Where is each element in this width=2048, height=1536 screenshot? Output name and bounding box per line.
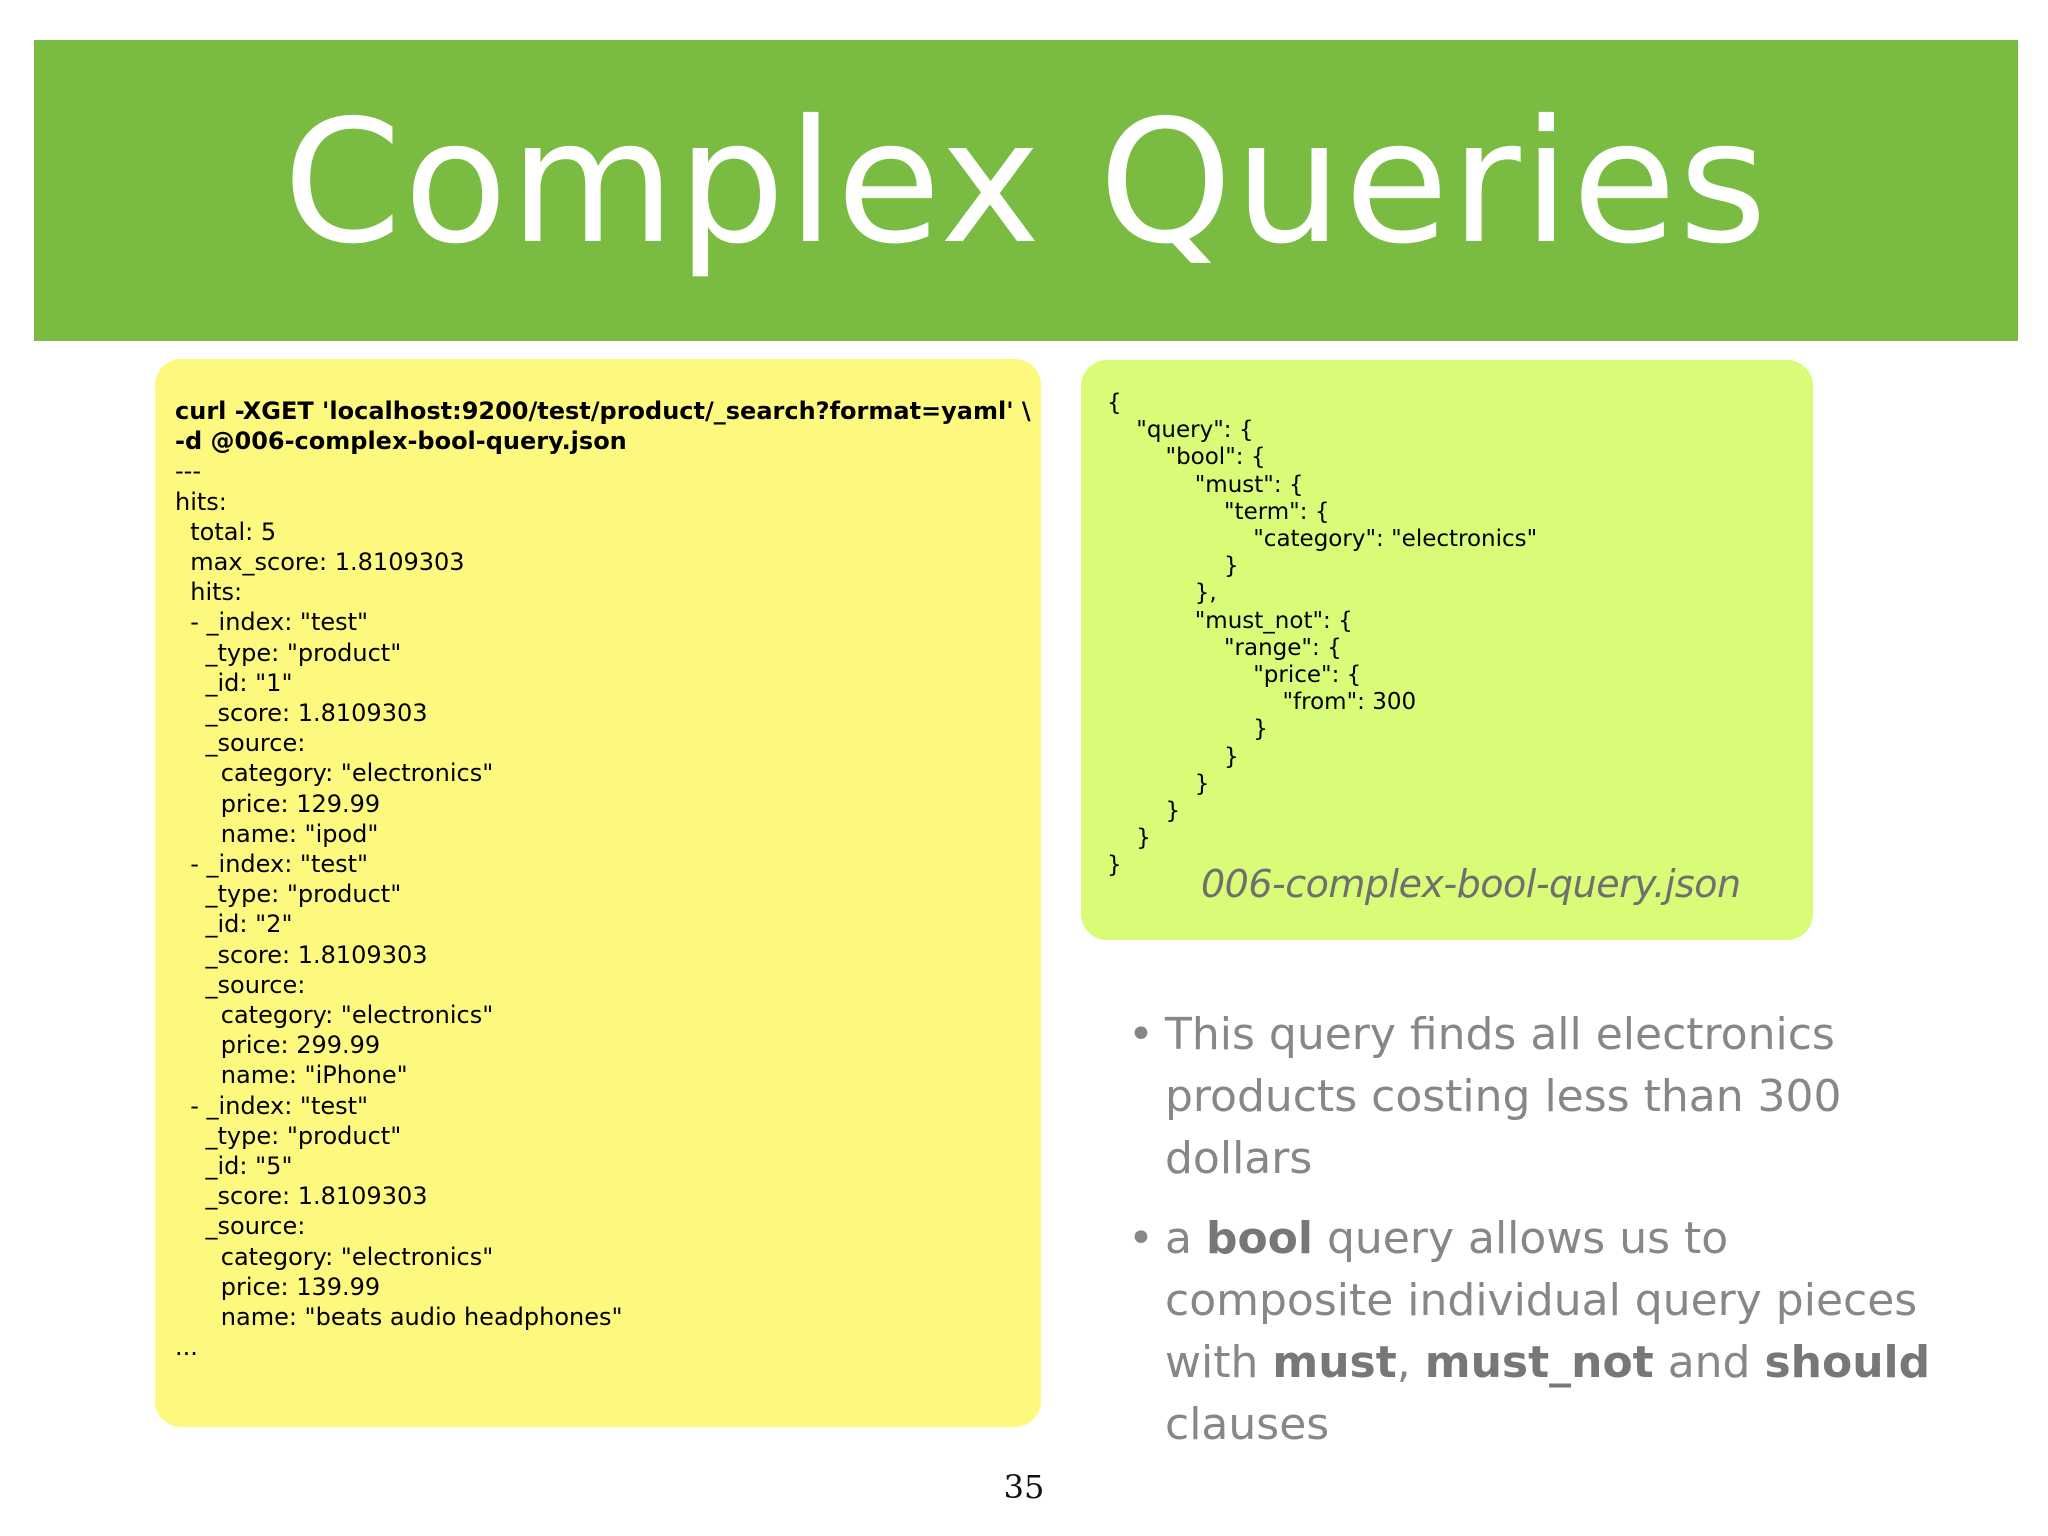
yaml-output: --- hits: total: 5 max_score: 1.8109303 hits: - _index: "test" _type: "product" _id: "1" _score: 1.8109303 _source: category: "electronics" price: 129.99 name: "ipod" - _index: "test" _type: "product" _id: "2" _score: 1.8109303 _source: category: "electronics" price: 299.99 name: "iPhone" - _index: "test" _type: "product" _id: "5" _score: 1.8109303 _source: category: "electronics" price: 139.99 name: "beats audio headphones" ... xyxy=(175,457,623,1362)
bullet-text-segment: clauses xyxy=(1165,1399,1330,1450)
keyword-must: must xyxy=(1272,1337,1397,1388)
bullet-text-segment: and xyxy=(1653,1337,1765,1388)
yaml-output-panel xyxy=(155,359,1041,1427)
json-filename-caption: 006-complex-bool-query.json xyxy=(1201,862,1741,906)
keyword-should: should xyxy=(1764,1337,1931,1388)
page-number: 35 xyxy=(1003,1468,1045,1506)
bullet-dot: • xyxy=(1128,1009,1154,1060)
curl-command: curl -XGET 'localhost:9200/test/product/_search?format=yaml' \ -d @006-complex-bool-query.json xyxy=(175,397,1031,456)
title-band xyxy=(34,40,2018,341)
bullet-text-segment: , xyxy=(1396,1337,1425,1388)
slide-title: Complex Queries xyxy=(282,83,1770,282)
keyword-must-not: must_not xyxy=(1424,1337,1654,1388)
bullet-text-segment: a xyxy=(1165,1213,1206,1264)
json-code-block: { "query": { "bool": { "must": { "term": { "category": "electronics" } }, "must_not": { "range": { "price": { "from": 300 } } } } } } xyxy=(1107,390,1538,879)
bullet-text: This query finds all electronics products costing less than 300 dollars xyxy=(1165,1009,1842,1184)
keyword-bool: bool xyxy=(1205,1213,1313,1264)
json-query-panel xyxy=(1081,360,1813,940)
bullet-dot: • xyxy=(1128,1213,1154,1264)
yaml-code-block xyxy=(175,396,1031,1363)
bullet-item xyxy=(1128,1004,1948,1190)
bullet-item xyxy=(1128,1208,1948,1456)
bullet-list xyxy=(1128,1004,1948,1474)
bullet-text-segment: query allows us to composite individual query pieces with xyxy=(1165,1213,1918,1388)
